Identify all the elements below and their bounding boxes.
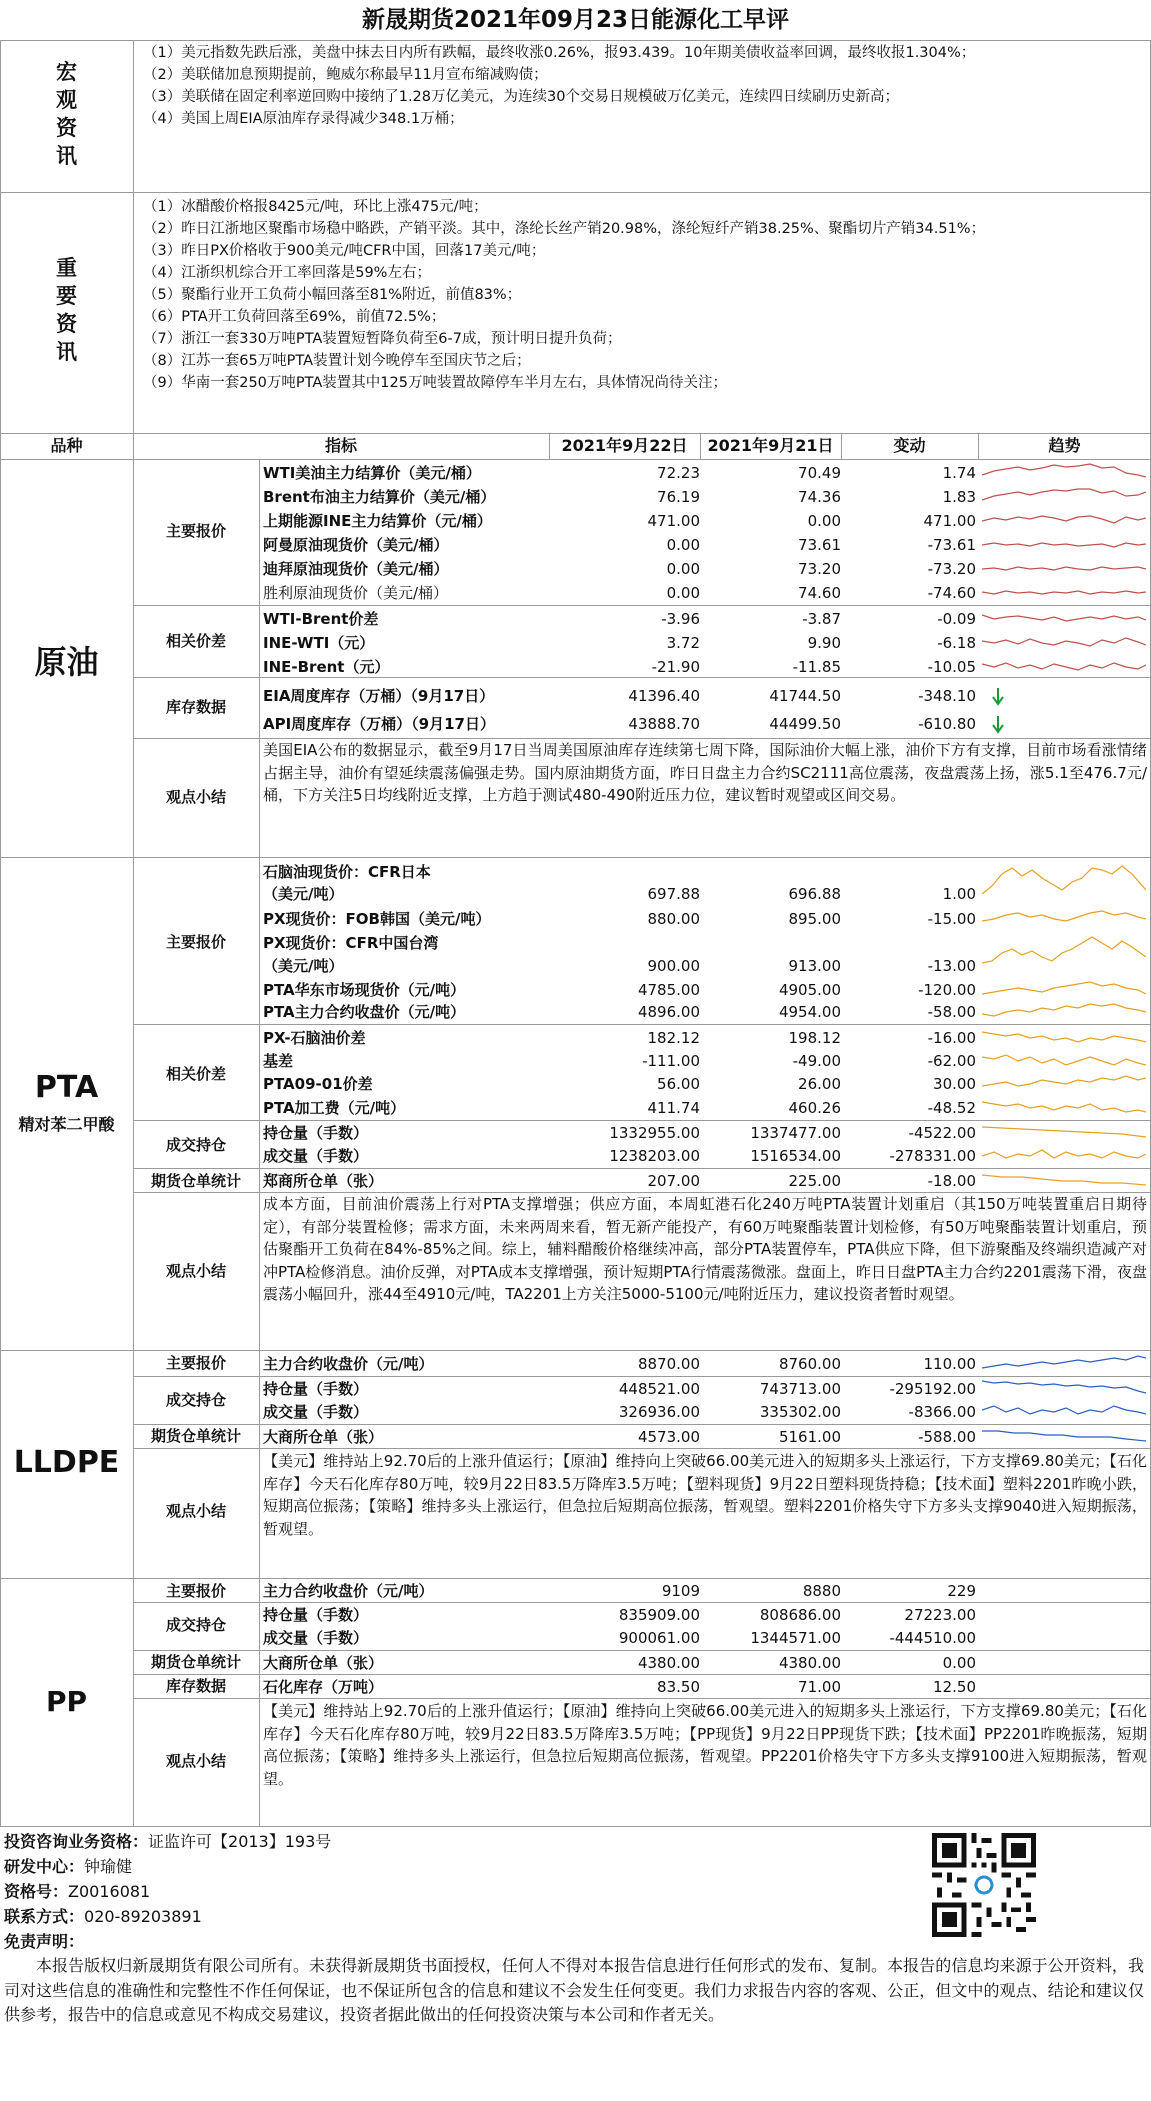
sparkline bbox=[982, 607, 1146, 629]
important-news-item: （8）江苏一套65万吨PTA装置计划今晚停车至国庆节之后； bbox=[143, 353, 531, 369]
contact-label: 联系方式： bbox=[4, 1907, 85, 1926]
macro-label: 宏观资讯 bbox=[56, 60, 77, 168]
value-current: 207.00 bbox=[647, 1172, 700, 1190]
disclaimer-label bbox=[4, 1929, 84, 1954]
value-current: 43888.70 bbox=[628, 715, 700, 733]
category-position: 成交持仓 bbox=[165, 1616, 226, 1634]
value-previous: 8760.00 bbox=[778, 1355, 841, 1373]
indicator-name: 成交量（手数） bbox=[263, 1629, 369, 1647]
indicator-name: 郑商所仓单（张） bbox=[263, 1172, 384, 1190]
value-change: -58.00 bbox=[927, 1003, 976, 1021]
cert-value: Z0016081 bbox=[68, 1882, 151, 1901]
value-previous: -11.85 bbox=[792, 658, 841, 676]
sparkline bbox=[982, 1144, 1146, 1166]
value-previous: 1344571.00 bbox=[750, 1629, 841, 1647]
macro-news-item: （4）美国上周EIA原油库存录得减少348.1万桶； bbox=[143, 111, 464, 127]
contact-value: 020-89203891 bbox=[84, 1907, 202, 1926]
value-current: 0.00 bbox=[666, 560, 700, 578]
sparkline bbox=[982, 860, 1146, 904]
category-view: 观点小结 bbox=[165, 788, 226, 806]
sparkline bbox=[982, 907, 1146, 929]
value-change: 30.00 bbox=[933, 1075, 976, 1093]
value-current: 0.00 bbox=[666, 584, 700, 602]
indicator-name: 基差 bbox=[263, 1052, 294, 1070]
indicator-name: 阿曼原油现货价（美元/桶） bbox=[263, 536, 449, 554]
macro-news-item: （2）美联储加息预期提前，鲍威尔称最早11月宣布缩减购债； bbox=[143, 67, 548, 83]
product-pta-subname: 精对苯二甲酸 bbox=[18, 1115, 115, 1134]
value-previous: 913.00 bbox=[788, 957, 841, 975]
indicator-name: 迪拜原油现货价（美元/桶） bbox=[263, 560, 449, 578]
category-quote: 主要报价 bbox=[165, 522, 226, 540]
sparkline bbox=[982, 461, 1146, 483]
sparkline bbox=[982, 1425, 1146, 1447]
important-news-item: （4）江浙织机综合开工率回落是59%左右； bbox=[143, 265, 431, 281]
center-line bbox=[4, 1854, 132, 1879]
important-news-item: （5）聚酯行业开工负荷小幅回落至81%附近，前值83%； bbox=[143, 287, 522, 303]
value-previous: -3.87 bbox=[802, 610, 841, 628]
indicator-unit: （美元/吨） bbox=[263, 957, 344, 975]
value-previous: -49.00 bbox=[792, 1052, 841, 1070]
value-previous: 696.88 bbox=[788, 885, 841, 903]
value-current: 411.74 bbox=[647, 1099, 700, 1117]
value-current: 1332955.00 bbox=[609, 1124, 700, 1142]
value-current: 900.00 bbox=[647, 957, 700, 975]
value-previous: 225.00 bbox=[788, 1172, 841, 1190]
value-current: 72.23 bbox=[657, 464, 700, 482]
value-current: 76.19 bbox=[657, 488, 700, 506]
indicator-name: 持仓量（手数） bbox=[263, 1380, 369, 1398]
sparkline bbox=[982, 1026, 1146, 1048]
value-change: -8366.00 bbox=[908, 1403, 976, 1421]
category-warehouse: 期货仓单统计 bbox=[150, 1427, 241, 1445]
indicator-name: Brent布油主力结算价（美元/桶） bbox=[263, 488, 496, 506]
value-change: 27223.00 bbox=[904, 1606, 976, 1624]
category-stock: 库存数据 bbox=[165, 698, 226, 716]
disclaimer-label-text: 免责声明： bbox=[4, 1932, 85, 1951]
indicator-name: 主力合约收盘价（元/吨） bbox=[263, 1582, 434, 1600]
value-current: 4573.00 bbox=[637, 1428, 700, 1446]
sparkline bbox=[982, 533, 1146, 555]
important-news-item: （1）冰醋酸价格报8425元/吨，环比上涨475元/吨； bbox=[143, 199, 488, 215]
value-change: 110.00 bbox=[923, 1355, 976, 1373]
value-previous: 41744.50 bbox=[769, 687, 841, 705]
sparkline bbox=[982, 1121, 1146, 1143]
sparkline bbox=[982, 1072, 1146, 1094]
indicator-name: WTI-Brent价差 bbox=[263, 610, 379, 628]
indicator-name: 持仓量（手数） bbox=[263, 1124, 369, 1142]
indicator-name: PTA主力合约收盘价（元/吨） bbox=[263, 1003, 466, 1021]
important-news-item: （3）昨日PX价格收于900美元/吨CFR中国，回落17美元/吨； bbox=[143, 243, 546, 259]
value-previous: 4380.00 bbox=[778, 1654, 841, 1672]
center-label: 研发中心： bbox=[4, 1857, 85, 1876]
indicator-name: PX现货价：FOB韩国（美元/吨） bbox=[263, 910, 491, 928]
value-current: 880.00 bbox=[647, 910, 700, 928]
indicator-name: 胜利原油现货价（美元/桶） bbox=[263, 584, 449, 602]
value-change: -48.52 bbox=[927, 1099, 976, 1117]
category-spread: 相关价差 bbox=[165, 1065, 226, 1083]
indicator-name: PTA加工费（元/吨） bbox=[263, 1099, 406, 1117]
category-view: 观点小结 bbox=[165, 1502, 226, 1520]
value-change: -295192.00 bbox=[889, 1380, 976, 1398]
value-current: 4785.00 bbox=[637, 981, 700, 999]
value-change: -0.09 bbox=[937, 610, 976, 628]
value-current: -21.90 bbox=[651, 658, 700, 676]
value-current: 9109 bbox=[661, 1582, 700, 1600]
value-change: -4522.00 bbox=[908, 1124, 976, 1142]
qr-code-icon bbox=[932, 1833, 1036, 1937]
indicator-name: 大商所仓单（张） bbox=[263, 1654, 384, 1672]
important-news-item: （2）昨日江浙地区聚酯市场稳中略跌，产销平淡。其中，涤纶长丝产销20.98%，涤纶短纤产销38.25%、聚酯切片产销34.51%； bbox=[143, 221, 986, 237]
value-previous: 4954.00 bbox=[778, 1003, 841, 1021]
header-indicator: 指标 bbox=[324, 436, 357, 455]
sparkline bbox=[982, 1169, 1146, 1191]
value-previous: 198.12 bbox=[788, 1029, 841, 1047]
sparkline bbox=[982, 978, 1146, 1000]
value-previous: 1516534.00 bbox=[750, 1147, 841, 1165]
header-date1: 2021年9月22日 bbox=[561, 436, 688, 455]
value-change: -120.00 bbox=[918, 981, 976, 999]
indicator-name: PTA华东市场现货价（元/吨） bbox=[263, 981, 466, 999]
value-current: 3.72 bbox=[666, 634, 700, 652]
indicator-name: 石脑油现货价：CFR日本 bbox=[263, 863, 431, 881]
value-previous: 26.00 bbox=[798, 1075, 841, 1093]
disclaimer-text: 本报告版权归新晟期货有限公司所有。未获得新晟期货书面授权，任何人不得对本报告信息进行任何形式的发布、复制。本报告的信息均来源于公开资料，我司对这些信息的准确性和完整性不作任何保证，也不保证所包含的信息和建议不会发生任何变更。我们力求报告内容的客观、公正，但文中的观点、结论和建议仅供参考，报告中的信息或意见不构成交易建议，投资者据此做出的任何投资决策与本公司和作者无关。 bbox=[4, 1956, 1144, 2024]
indicator-name: PX-石脑油价差 bbox=[263, 1029, 366, 1047]
important-news-item: （9）华南一套250万吨PTA装置其中125万吨装置故障停车半月左右，具体情况尚待关注； bbox=[143, 375, 727, 391]
value-previous: 44499.50 bbox=[769, 715, 841, 733]
sparkline bbox=[982, 1096, 1146, 1118]
value-current: 697.88 bbox=[647, 885, 700, 903]
pp-view-text: 【美元】维持站上92.70后的上涨升值运行；【原油】维持向上突破66.00美元进入的短期多头上涨运行，下方支撑69.80美元；【石化库存】今天石化库存80万吨，较9月22日83.5万降库3.5万吨；【PP现货】9月22日PP现货下跌；【技术面】PP2201昨晚振荡，短期高位振荡；【策略】维持多头上涨运行，但急拉后短期高位振荡，暂观望。PP2201价格失守下方多头支撑9100进入短期振荡，暂观望。 bbox=[263, 1702, 1147, 1788]
cert-line bbox=[4, 1879, 150, 1904]
value-previous: 73.20 bbox=[798, 560, 841, 578]
value-current: 835909.00 bbox=[618, 1606, 700, 1624]
indicator-name: INE-Brent（元） bbox=[263, 658, 390, 676]
value-current: 0.00 bbox=[666, 536, 700, 554]
sparkline bbox=[982, 1400, 1146, 1422]
sparkline bbox=[982, 1352, 1146, 1374]
value-change: -18.00 bbox=[927, 1172, 976, 1190]
indicator-name: API周度库存（万桶）（9月17日） bbox=[263, 715, 495, 733]
indicator-name: WTI美油主力结算价（美元/桶） bbox=[263, 464, 481, 482]
sparkline bbox=[982, 1000, 1146, 1022]
sparkline bbox=[982, 485, 1146, 507]
sparkline bbox=[982, 581, 1146, 603]
important-label: 重要资讯 bbox=[56, 256, 77, 364]
license-value: 证监许可【2013】193号 bbox=[148, 1832, 332, 1851]
sparkline bbox=[982, 931, 1146, 975]
value-change: 229 bbox=[947, 1582, 976, 1600]
indicator-unit: （美元/吨） bbox=[263, 885, 344, 903]
indicator-name: 主力合约收盘价（元/吨） bbox=[263, 1355, 434, 1373]
value-previous: 8880 bbox=[802, 1582, 841, 1600]
value-change: -6.18 bbox=[937, 634, 976, 652]
header-change: 变动 bbox=[893, 436, 926, 455]
arrow-down-icon bbox=[992, 716, 1004, 734]
value-previous: 1337477.00 bbox=[750, 1124, 841, 1142]
value-current: -3.96 bbox=[661, 610, 700, 628]
sparkline bbox=[982, 509, 1146, 531]
value-current: 41396.40 bbox=[628, 687, 700, 705]
license-line bbox=[4, 1829, 331, 1854]
indicator-name: INE-WTI（元） bbox=[263, 634, 375, 652]
category-quote: 主要报价 bbox=[165, 1582, 226, 1600]
category-stock: 库存数据 bbox=[165, 1677, 226, 1695]
category-position: 成交持仓 bbox=[165, 1136, 226, 1154]
value-previous: 5161.00 bbox=[778, 1428, 841, 1446]
value-current: 4380.00 bbox=[637, 1654, 700, 1672]
value-change: 471.00 bbox=[923, 512, 976, 530]
value-current: 471.00 bbox=[647, 512, 700, 530]
category-warehouse: 期货仓单统计 bbox=[150, 1653, 241, 1671]
indicator-name: PX现货价：CFR中国台湾 bbox=[263, 934, 439, 952]
cert-label: 资格号： bbox=[4, 1882, 69, 1901]
value-change: -73.20 bbox=[927, 560, 976, 578]
value-change: 1.00 bbox=[942, 885, 976, 903]
value-current: 83.50 bbox=[657, 1678, 700, 1696]
product-lldpe: LLDPE bbox=[13, 1445, 120, 1480]
header-trend: 趋势 bbox=[1048, 436, 1081, 455]
value-change: -278331.00 bbox=[889, 1147, 976, 1165]
value-previous: 74.60 bbox=[798, 584, 841, 602]
product-pta: PTA bbox=[34, 1070, 99, 1105]
value-current: 448521.00 bbox=[618, 1380, 700, 1398]
value-change: -73.61 bbox=[927, 536, 976, 554]
value-change: -62.00 bbox=[927, 1052, 976, 1070]
value-change: 1.83 bbox=[942, 488, 976, 506]
value-current: 8870.00 bbox=[637, 1355, 700, 1373]
header-date2: 2021年9月21日 bbox=[707, 436, 834, 455]
value-current: 182.12 bbox=[647, 1029, 700, 1047]
value-change: -16.00 bbox=[927, 1029, 976, 1047]
indicator-name: 成交量（手数） bbox=[263, 1403, 369, 1421]
indicator-name: 成交量（手数） bbox=[263, 1147, 369, 1165]
value-change: 1.74 bbox=[942, 464, 976, 482]
value-change: 0.00 bbox=[942, 1654, 976, 1672]
sparkline bbox=[982, 655, 1146, 677]
important-news-item: （6）PTA开工负荷回落至69%，前值72.5%； bbox=[143, 309, 446, 325]
indicator-name: 持仓量（手数） bbox=[263, 1606, 369, 1624]
macro-news-item: （3）美联储在固定利率逆回购中接纳了1.28万亿美元，为连续30个交易日规模破万亿美元，连续四日续刷历史新高； bbox=[143, 89, 899, 105]
value-previous: 895.00 bbox=[788, 910, 841, 928]
value-previous: 73.61 bbox=[798, 536, 841, 554]
value-current: 900061.00 bbox=[618, 1629, 700, 1647]
value-previous: 743713.00 bbox=[759, 1380, 841, 1398]
value-change: 12.50 bbox=[933, 1678, 976, 1696]
macro-news-item: （1）美元指数先跌后涨，美盘中抹去日内所有跌幅，最终收涨0.26%，报93.439。10年期美债收益率回调，最终收报1.304%； bbox=[143, 45, 976, 61]
indicator-name: 大商所仓单（张） bbox=[263, 1428, 384, 1446]
value-current: 1238203.00 bbox=[609, 1147, 700, 1165]
important-news-item: （7）浙江一套330万吨PTA装置短暂降负荷至6-7成，预计明日提升负荷； bbox=[143, 331, 622, 347]
header-product: 品种 bbox=[50, 436, 83, 455]
sparkline bbox=[982, 1377, 1146, 1399]
value-previous: 70.49 bbox=[798, 464, 841, 482]
product-pp: PP bbox=[45, 1685, 88, 1718]
lldpe-view-text: 【美元】维持站上92.70后的上涨升值运行；【原油】维持向上突破66.00美元进入的短期多头上涨运行，下方支撑69.80美元；【石化库存】今天石化库存80万吨，较9月22日83.5万降库3.5万吨；【塑料现货】9月22日塑料现货持稳；【技术面】塑料2201昨晚小跌，短期高位振荡；【策略】维持多头上涨运行，但急拉后短期高位振荡，暂观望。塑料2201价格失守下方多头支撑9040进入短期振荡，暂观望。 bbox=[263, 1452, 1147, 1538]
value-previous: 4905.00 bbox=[778, 981, 841, 999]
indicator-name: EIA周度库存（万桶）（9月17日） bbox=[263, 687, 495, 705]
license-label: 投资咨询业务资格： bbox=[4, 1832, 149, 1851]
contact-line bbox=[4, 1904, 202, 1929]
category-position: 成交持仓 bbox=[165, 1391, 226, 1409]
value-previous: 9.90 bbox=[807, 634, 841, 652]
category-spread: 相关价差 bbox=[165, 632, 226, 650]
value-change: -588.00 bbox=[918, 1428, 976, 1446]
value-previous: 71.00 bbox=[798, 1678, 841, 1696]
indicator-name: 石化库存（万吨） bbox=[263, 1678, 384, 1696]
value-previous: 335302.00 bbox=[759, 1403, 841, 1421]
center-value: 钟瑜健 bbox=[84, 1857, 133, 1876]
value-current: 56.00 bbox=[657, 1075, 700, 1093]
value-current: -111.00 bbox=[642, 1052, 700, 1070]
sparkline bbox=[982, 557, 1146, 579]
product-crude: 原油 bbox=[34, 643, 99, 681]
value-change: -13.00 bbox=[927, 957, 976, 975]
value-change: -348.10 bbox=[918, 687, 976, 705]
category-view: 观点小结 bbox=[165, 1752, 226, 1770]
sparkline bbox=[982, 1049, 1146, 1071]
value-previous: 808686.00 bbox=[759, 1606, 841, 1624]
value-current: 326936.00 bbox=[618, 1403, 700, 1421]
category-warehouse: 期货仓单统计 bbox=[150, 1172, 241, 1190]
value-previous: 460.26 bbox=[788, 1099, 841, 1117]
category-quote: 主要报价 bbox=[165, 933, 226, 951]
value-previous: 0.00 bbox=[807, 512, 841, 530]
report-title: 新晟期货2021年09月23日能源化工早评 bbox=[361, 7, 790, 33]
value-previous: 74.36 bbox=[798, 488, 841, 506]
value-change: -74.60 bbox=[927, 584, 976, 602]
value-change: -610.80 bbox=[918, 715, 976, 733]
pta-view-text: 成本方面，目前油价震荡上行对PTA支撑增强；供应方面，本周虹港石化240万吨PTA装置计划重启（其150万吨装置重启日期待定），有部分装置检修；需求方面，未来两周来看，暂无新产能投产，有60万吨聚酯装置计划检修，有50万吨聚酯装置计划重启，预估聚酯开工负荷在84%-85%之间。综上，辅料醋酸价格继续冲高，部分PTA装置停车，PTA供应下降，但下游聚酯及终端织造减产对冲PTA检修消息。油价反弹，对PTA成本支撑增强，预计短期PTA行情震荡微涨。盘面上，昨日日盘PTA主力合约2201震荡下滑，夜盘震荡小幅回升，涨44至4910元/吨，TA2201上方关注5000-5100元/吨附近压力，建议投资者暂时观望。 bbox=[263, 1195, 1147, 1303]
sparkline bbox=[982, 631, 1146, 653]
indicator-name: 上期能源INE主力结算价（元/桶） bbox=[263, 512, 492, 530]
category-view: 观点小结 bbox=[165, 1262, 226, 1280]
category-quote: 主要报价 bbox=[165, 1354, 226, 1372]
value-change: -444510.00 bbox=[889, 1629, 976, 1647]
value-change: -15.00 bbox=[927, 910, 976, 928]
indicator-name: PTA09-01价差 bbox=[263, 1075, 373, 1093]
arrow-down-icon bbox=[992, 688, 1004, 706]
value-current: 4896.00 bbox=[637, 1003, 700, 1021]
value-change: -10.05 bbox=[927, 658, 976, 676]
crude-view-text: 美国EIA公布的数据显示，截至9月17日当周美国原油库存连续第七周下降，国际油价大幅上涨，油价下方有支撑，目前市场看涨情绪占据主导，油价有望延续震荡偏强走势。国内原油期货方面，昨日日盘主力合约SC2111高位震荡，夜盘震荡上扬，涨5.1至476.7元/桶，下方关注5日均线附近支撑，上方趋于测试480-490附近压力位，建议暂时观望或区间交易。 bbox=[263, 741, 1147, 804]
